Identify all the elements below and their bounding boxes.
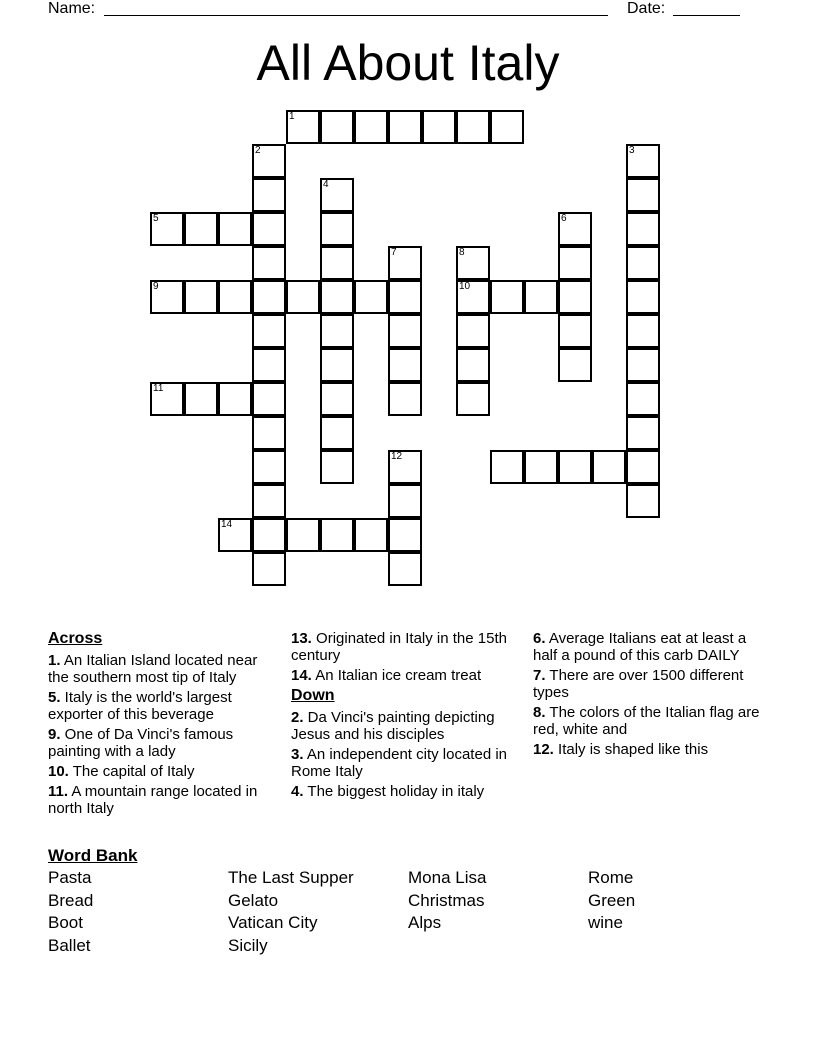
grid-cell[interactable] (320, 518, 354, 552)
grid-cell[interactable] (150, 280, 184, 314)
grid-cell[interactable] (252, 484, 286, 518)
grid-cell[interactable] (388, 110, 422, 144)
grid-cell[interactable] (592, 450, 626, 484)
word-bank-word: Alps (408, 913, 442, 932)
grid-cell[interactable] (150, 382, 184, 416)
grid-cell[interactable] (320, 450, 354, 484)
grid-cell[interactable] (354, 518, 388, 552)
grid-cell[interactable] (252, 314, 286, 348)
grid-cell[interactable] (558, 450, 592, 484)
grid-cell[interactable] (286, 280, 320, 314)
clue-num: 2. (291, 709, 304, 726)
grid-cell[interactable] (252, 382, 286, 416)
word-bank-word: Mona Lisa (408, 868, 487, 887)
grid-cell[interactable] (558, 348, 592, 382)
clues-column-2 (291, 630, 521, 803)
grid-cell[interactable] (252, 416, 286, 450)
clue-text: An Italian Island located near the southern most tip of Italy (48, 652, 258, 686)
grid-cell[interactable] (388, 348, 422, 382)
clue-text: Average Italians eat at least a half a pound of this carb DAILY (533, 630, 747, 664)
grid-cell[interactable] (626, 280, 660, 314)
grid-cell[interactable] (320, 280, 354, 314)
grid-cell[interactable] (252, 450, 286, 484)
clue-number: 12 (391, 451, 403, 462)
grid-cell[interactable] (184, 212, 218, 246)
word-bank-word: The Last Supper (228, 868, 354, 887)
grid-cell[interactable] (388, 314, 422, 348)
grid-cell[interactable] (252, 246, 286, 280)
grid-cell[interactable] (252, 518, 286, 552)
grid-cell[interactable] (388, 246, 422, 280)
grid-cell[interactable] (320, 246, 354, 280)
clue (291, 746, 521, 780)
grid-cell[interactable] (286, 518, 320, 552)
clue-number: 3 (629, 145, 635, 156)
grid-cell[interactable] (320, 212, 354, 246)
clue-number: 11 (153, 383, 164, 394)
clue (533, 741, 763, 758)
clue (291, 667, 521, 684)
grid-cell[interactable] (456, 280, 490, 314)
grid-cell[interactable] (252, 212, 286, 246)
clue-text: The colors of the Italian flag are red, white and (533, 704, 760, 738)
clue (533, 704, 763, 738)
clue-text: One of Da Vinci's famous painting with a lady (48, 726, 234, 760)
clue (48, 726, 278, 760)
grid-cell[interactable] (490, 450, 524, 484)
grid-cell[interactable] (626, 246, 660, 280)
clue-number: 9 (153, 281, 159, 292)
grid-cell[interactable] (252, 144, 286, 178)
clue-num: 6. (533, 630, 546, 647)
clue-number: 8 (459, 247, 465, 258)
grid-cell[interactable] (184, 280, 218, 314)
word-bank-word: Sicily (228, 935, 268, 955)
clue-text: There are over 1500 different types (533, 667, 744, 701)
name-label: Name: (48, 0, 96, 17)
grid-cell[interactable] (218, 382, 252, 416)
word-bank-word: Rome (588, 868, 634, 887)
grid-cell[interactable] (626, 348, 660, 382)
grid-cell[interactable] (150, 212, 184, 246)
grid-cell[interactable] (218, 280, 252, 314)
grid-cell[interactable] (320, 416, 354, 450)
word-bank-word: Vatican City (228, 913, 318, 932)
clue-num: 4. (291, 783, 304, 800)
grid-cell[interactable] (388, 484, 422, 518)
clue-num: 5. (48, 689, 61, 706)
clue-number: 14 (221, 519, 233, 530)
grid-cell[interactable] (422, 110, 456, 144)
grid-cell[interactable] (320, 314, 354, 348)
across-heading: Across (48, 630, 103, 647)
grid-cell[interactable] (490, 280, 524, 314)
grid-cell[interactable] (558, 314, 592, 348)
grid-cell[interactable] (558, 212, 592, 246)
grid-cell[interactable] (626, 314, 660, 348)
grid-cell[interactable] (320, 178, 354, 212)
word-bank-word: Bread (48, 890, 94, 910)
grid-cell[interactable] (524, 450, 558, 484)
clue-text: The capital of Italy (68, 763, 195, 780)
grid-cell[interactable] (252, 552, 286, 586)
clue-text: A mountain range located in north Italy (48, 783, 258, 817)
grid-cell[interactable] (524, 280, 558, 314)
clue-num: 11. (48, 783, 69, 800)
word-bank-word: Ballet (48, 935, 91, 955)
clue (291, 709, 521, 743)
grid-cell[interactable] (558, 280, 592, 314)
grid-cell[interactable] (456, 382, 490, 416)
clue-num: 12. (533, 741, 554, 758)
clue-number: 4 (323, 179, 329, 190)
clue-text: Italy is shaped like this (553, 741, 709, 758)
grid-cell[interactable] (626, 144, 660, 178)
grid-cell[interactable] (456, 246, 490, 280)
grid-cell[interactable] (456, 314, 490, 348)
grid-cell[interactable] (626, 484, 660, 518)
clue (48, 763, 278, 780)
down-heading: Down (291, 687, 335, 704)
word-bank-word: Green (588, 890, 636, 910)
grid-cell[interactable] (490, 110, 524, 144)
word-bank-word: Christmas (408, 890, 485, 910)
grid-cell[interactable] (558, 246, 592, 280)
clue-num: 8. (533, 704, 546, 721)
grid-cell[interactable] (252, 178, 286, 212)
word-bank-title: Word Bank (48, 846, 138, 865)
grid-cell[interactable] (626, 382, 660, 416)
clue (48, 783, 278, 817)
grid-cell[interactable] (218, 212, 252, 246)
clue-number: 2 (255, 145, 261, 156)
clue-number: 1 (289, 111, 295, 122)
clue-num: 13. (291, 630, 312, 647)
clue-num: 3. (291, 746, 304, 763)
word-bank-word: Pasta (48, 868, 92, 887)
clue (48, 652, 278, 686)
grid-cell[interactable] (626, 212, 660, 246)
clue (291, 630, 521, 664)
grid-cell[interactable] (218, 518, 252, 552)
clue (533, 667, 763, 701)
grid-cell[interactable] (320, 110, 354, 144)
grid-cell[interactable] (626, 178, 660, 212)
grid-cell[interactable] (354, 280, 388, 314)
clue (291, 783, 521, 800)
clue (533, 630, 763, 664)
clues-column-3 (533, 630, 763, 761)
word-bank-word: wine (588, 913, 623, 932)
clue (48, 689, 278, 723)
clue-text: An Italian ice cream treat (311, 667, 482, 684)
clue-number: 10 (459, 281, 471, 292)
grid-cell[interactable] (388, 450, 422, 484)
grid-cell[interactable] (252, 348, 286, 382)
date-label: Date: (627, 0, 666, 17)
grid-cell[interactable] (626, 416, 660, 450)
grid-cell[interactable] (354, 110, 388, 144)
grid-cell[interactable] (388, 382, 422, 416)
grid-cell[interactable] (456, 110, 490, 144)
grid-cell[interactable] (456, 348, 490, 382)
clues-column-1 (48, 630, 278, 820)
word-bank-word: Boot (48, 913, 83, 932)
grid-cell[interactable] (320, 348, 354, 382)
page-title: All About Italy (256, 35, 560, 91)
clue-num: 7. (533, 667, 546, 684)
grid-cell[interactable] (320, 382, 354, 416)
clue-num: 9. (48, 726, 61, 743)
clue-num: 10. (48, 763, 69, 780)
grid-cell[interactable] (388, 518, 422, 552)
grid-cell[interactable] (388, 280, 422, 314)
clue-number: 5 (153, 213, 159, 224)
clue-number: 6 (561, 213, 567, 224)
clue-text: Italy is the world's largest exporter of this beverage (48, 689, 232, 723)
clue-text: Da Vinci's painting depicting Jesus and his disciples (291, 709, 495, 743)
grid-cell[interactable] (388, 552, 422, 586)
grid-cell[interactable] (286, 110, 320, 144)
clue-num: 1. (48, 652, 61, 669)
clue-text: Originated in Italy in the 15th century (291, 630, 507, 664)
clue-text: The biggest holiday in italy (303, 783, 485, 800)
clue-num: 14. (291, 667, 312, 684)
clue-text: An independent city located in Rome Italy (291, 746, 507, 780)
clue-number: 7 (391, 247, 397, 258)
grid-cell[interactable] (184, 382, 218, 416)
grid-cell[interactable] (252, 280, 286, 314)
word-bank-word: Gelato (228, 890, 279, 910)
grid-cell[interactable] (626, 450, 660, 484)
